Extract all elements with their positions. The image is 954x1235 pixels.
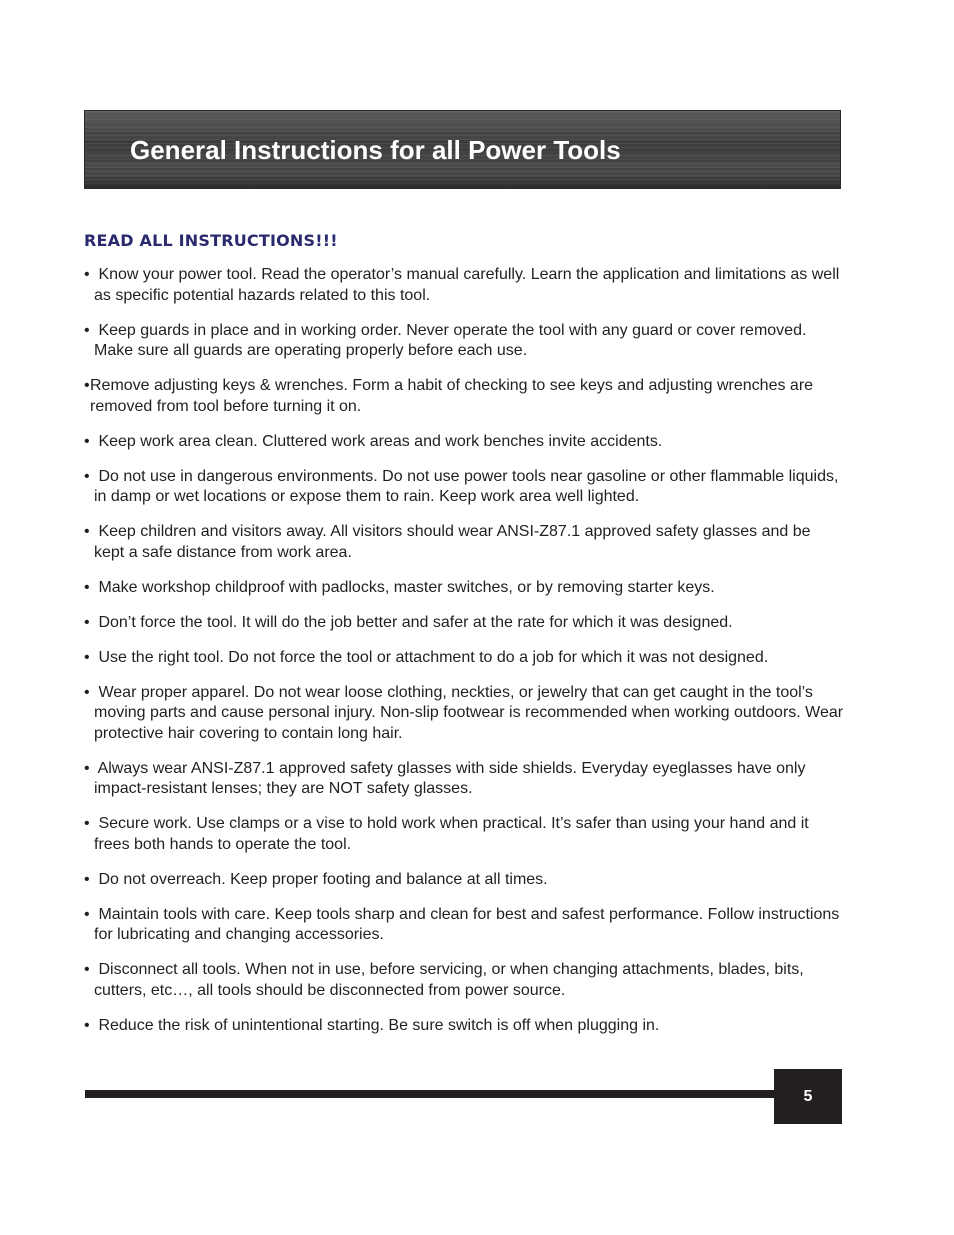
section-heading: READ ALL INSTRUCTIONS!!!	[84, 231, 338, 250]
instruction-text: Wear proper apparel. Do not wear loose clothing, neckties, or jewelry that can get caught in the tool’s moving parts and cause personal injury. Non-slip footwear is recommended when working outdoors. Wear protective hair covering to contain long hair.	[94, 683, 844, 742]
bullet-icon: •	[84, 467, 90, 485]
bullet-icon: •	[84, 1016, 90, 1034]
bullet-icon: •	[84, 905, 90, 923]
instruction-item	[84, 648, 844, 669]
instruction-item	[84, 522, 844, 563]
header-banner	[84, 110, 841, 189]
bullet-icon: •	[84, 759, 90, 777]
instruction-text: Always wear ANSI-Z87.1 approved safety glasses with side shields. Everyday eyeglasses have only impact-resistant lenses; they are NOT safety glasses.	[94, 759, 806, 797]
instruction-text: Keep work area clean. Cluttered work areas and work benches invite accidents.	[98, 432, 663, 450]
instruction-item	[84, 870, 844, 891]
bullet-icon: •	[84, 961, 90, 978]
bullet-icon: •	[84, 815, 90, 832]
instruction-item	[84, 905, 844, 946]
page-title: General Instructions for all Power Tools	[130, 135, 621, 165]
instruction-item	[84, 1016, 844, 1037]
footer-rule	[85, 1090, 775, 1098]
bullet-icon: •	[84, 377, 90, 394]
instruction-item	[84, 467, 844, 508]
bullet-icon: •	[84, 648, 90, 666]
bullet-icon: •	[84, 870, 90, 888]
bullet-icon: •	[84, 266, 90, 283]
page-number-box	[774, 1069, 842, 1124]
instruction-text: Reduce the risk of unintentional starting. Be sure switch is off when plugging in.	[98, 1016, 660, 1034]
instruction-item	[84, 578, 844, 599]
bullet-icon: •	[84, 683, 90, 701]
bullet-icon: •	[84, 321, 90, 339]
instruction-text: Disconnect all tools. When not in use, before servicing, or when changing attachments, blades, bits, cutters, etc…, all tools should be disconnected from power source.	[94, 961, 804, 999]
instruction-item	[84, 265, 844, 306]
instruction-item	[84, 376, 844, 417]
instruction-item	[84, 960, 844, 1001]
bullet-icon: •	[84, 578, 90, 596]
instructions-list	[84, 265, 844, 1051]
instruction-item	[84, 759, 844, 800]
instruction-text: Use the right tool. Do not force the tool or attachment to do a job for which it was not designed.	[98, 648, 769, 666]
instruction-text: Don’t force the tool. It will do the job better and safer at the rate for which it was designed.	[98, 613, 733, 631]
bullet-icon: •	[84, 523, 90, 540]
instruction-text: Do not use in dangerous environments. Do not use power tools near gasoline or other flammable liquids, in damp or wet locations or expose them to rain. Keep work area well lighted.	[94, 467, 839, 505]
instruction-text: Maintain tools with care. Keep tools sharp and clean for best and safest performance. Follow instructions for lubricating and changing accessories.	[94, 905, 840, 943]
bullet-icon: •	[84, 613, 90, 631]
instruction-text: Do not overreach. Keep proper footing and balance at all times.	[98, 870, 548, 888]
instruction-text: Keep guards in place and in working order. Never operate the tool with any guard or cover removed. Make sure all guards are operating properly before each use.	[94, 321, 807, 359]
instruction-item	[84, 432, 844, 453]
instruction-item	[84, 321, 844, 362]
instruction-item	[84, 683, 844, 745]
instruction-item	[84, 613, 844, 634]
instruction-text: Make workshop childproof with padlocks, master switches, or by removing starter keys.	[98, 578, 715, 596]
instruction-text: Remove adjusting keys & wrenches. Form a habit of checking to see keys and adjusting wrenches are removed from tool before turning it on.	[90, 377, 814, 415]
instruction-item	[84, 814, 844, 855]
instruction-text: Keep children and visitors away. All visitors should wear ANSI-Z87.1 approved safety glasses and be kept a safe distance from work area.	[94, 523, 811, 561]
instruction-text: Secure work. Use clamps or a vise to hold work when practical. It’s safer than using your hand and it frees both hands to operate the tool.	[94, 815, 809, 853]
instruction-text: Know your power tool. Read the operator’s manual carefully. Learn the application and limitations as well as specific potential hazards related to this tool.	[94, 266, 840, 304]
bullet-icon: •	[84, 432, 90, 450]
page-number: 5	[803, 1087, 813, 1105]
